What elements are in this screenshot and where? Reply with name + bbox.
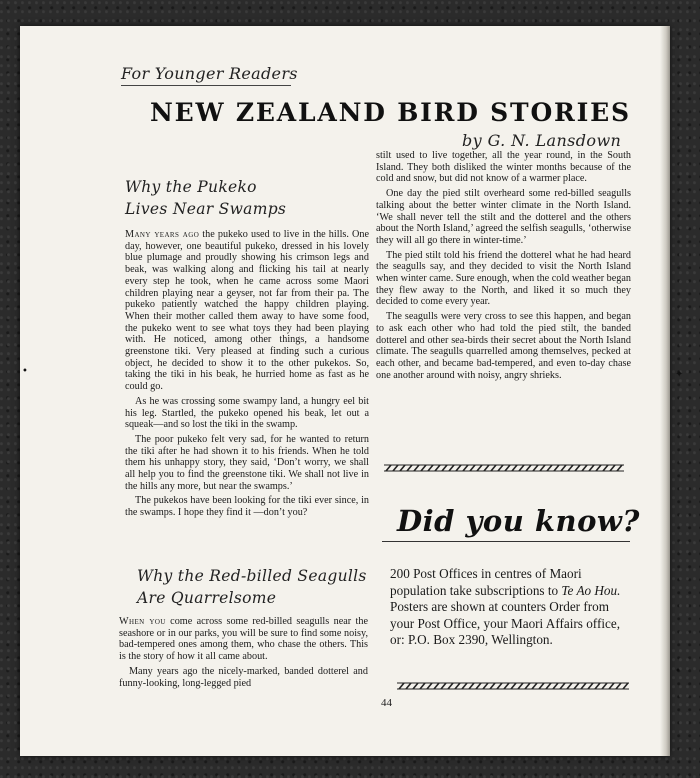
page-title: NEW ZEALAND BIRD STORIES (150, 98, 631, 127)
story1-heading-line1: Why the Pukeko (125, 178, 257, 196)
hatch-mark (512, 465, 517, 471)
hatch-mark (582, 465, 587, 471)
hatch-mark (617, 465, 622, 471)
hatch-mark (441, 683, 446, 689)
hatch-mark (511, 683, 516, 689)
hatch-mark (603, 465, 608, 471)
story1-lead-text: the pukeko used to live in the hills. One day, however, one beautiful pukeko, dressed in his lovely blue plumage and proudly showing his crimson legs and beak, was walking along and flicking his tail at nearly every step he took, when he came across some Maori children playing near a geyser, not far from their pa. The pukeko patiently watched the happy children playing. When their mother called them away to have some food, the pukeko went to see what toys they had been playing with. He noticed, among other things, a handsome greenstone tiki. Very pleased at finding such a curious object, he decided to show it to the other pukekos. So, taking the tiki in his beak, he hurried home as fast as he could go. (125, 229, 369, 393)
hatch-mark (455, 683, 460, 689)
hatch-mark (427, 683, 432, 689)
story2-heading-line1: Why the Red-billed Seagulls (137, 567, 367, 585)
border-hatching (386, 465, 622, 471)
story1-paragraph: As he was crossing some swampy land, a hungry eel bit his leg. Startled, the pukeko opened his beak, let out a squeak—and so lost the tiki in the swamp. (125, 395, 369, 431)
hatch-mark (456, 465, 461, 471)
section-heading-rule (121, 85, 291, 86)
story1-paragraph (125, 229, 369, 393)
did-you-know-heading: Did you know? (397, 504, 640, 538)
hatch-mark (399, 683, 404, 689)
story2-paragraph: Many years ago the nicely-marked, banded dotterel and funny-looking, long-legged pied (119, 665, 368, 689)
story2-paragraph (119, 616, 368, 663)
hatch-mark (623, 683, 628, 689)
story1-heading-line2: Lives Near Swamps (125, 200, 287, 218)
hatch-mark (462, 683, 467, 689)
hatch-mark (532, 683, 537, 689)
story2-paragraph: The pied stilt told his friend the dotterel what he had heard the seagulls say, and they decided to visit the North Island when winter came. Sure enough, when the cold weather began they flew away to the North, and liked it so much they decided to come every year. (376, 249, 631, 308)
hatch-mark (442, 465, 447, 471)
did-you-know-body (390, 566, 632, 649)
story1-heading (125, 176, 286, 220)
hatch-mark (400, 465, 405, 471)
hatch-mark (575, 465, 580, 471)
hatch-mark (406, 683, 411, 689)
hatch-mark (386, 465, 391, 471)
hatch-mark (553, 683, 558, 689)
decorative-border-bottom (397, 682, 629, 690)
scan-speck: ✦ (675, 369, 684, 380)
hatch-mark (497, 683, 502, 689)
did-you-know-text-end: Posters are shown at counters Order from your Post Office, your Maori Affairs office, or: P.O. Box 2390, Wellington. (390, 599, 621, 648)
story2-continued (376, 150, 631, 384)
hatch-mark (561, 465, 566, 471)
did-you-know-rule (382, 541, 630, 542)
hatch-mark (554, 465, 559, 471)
hatch-mark (518, 683, 523, 689)
hatch-mark (505, 465, 510, 471)
story2-paragraph: One day the pied stilt overheard some red-billed seagulls talking about the better winter climate in the North Island. ‘We shall never tell the stilt and the dotterel and the others about the North Island,’ agreed the selfish seagulls, ‘otherwise they will all go there in winter-time.’ (376, 188, 631, 246)
hatch-mark (616, 683, 621, 689)
decorative-border-top (384, 464, 624, 472)
hatch-mark (519, 465, 524, 471)
hatch-mark (581, 683, 586, 689)
hatch-mark (596, 465, 601, 471)
story2-body (119, 616, 368, 692)
hatch-mark (568, 465, 573, 471)
story2-paragraph: The seagulls were very cross to see this happen, and began to ask each other who had told the pied stilt, the banded dotterel and other sea-birds their secret about the North Island climate. The seagulls quarrelled among themselves, pecked at each other, and became bad-tempered, and even to-day chase one another around with noisy, angry shrieks. (376, 311, 631, 381)
section-heading: For Younger Readers (121, 64, 298, 83)
hatch-mark (547, 465, 552, 471)
hatch-mark (609, 683, 614, 689)
hatch-mark (463, 465, 468, 471)
hatch-mark (393, 465, 398, 471)
hatch-mark (413, 683, 418, 689)
hatch-mark (490, 683, 495, 689)
hatch-mark (420, 683, 425, 689)
hatch-mark (540, 465, 545, 471)
magazine-page (20, 26, 684, 756)
hatch-mark (533, 465, 538, 471)
border-hatching (399, 683, 628, 689)
hatch-mark (574, 683, 579, 689)
scan-speck: • (22, 366, 28, 377)
page-gutter-shadow (660, 26, 670, 756)
hatch-mark (469, 683, 474, 689)
story1-lead-caps: Many years ago (125, 229, 200, 240)
story2-paragraph: stilt used to live together, all the year round, in the South Island. They both disliked the winter months because of the cold and snow, but did not know of a warmer place. (376, 150, 631, 185)
hatch-mark (484, 465, 489, 471)
hatch-mark (449, 465, 454, 471)
hatch-mark (470, 465, 475, 471)
hatch-mark (491, 465, 496, 471)
hatch-mark (498, 465, 503, 471)
hatch-mark (546, 683, 551, 689)
hatch-mark (434, 683, 439, 689)
hatch-mark (526, 465, 531, 471)
hatch-mark (428, 465, 433, 471)
story2-heading (137, 565, 367, 609)
hatch-mark (435, 465, 440, 471)
hatch-mark (610, 465, 615, 471)
did-you-know-magazine-name: Te Ao Hou. (561, 582, 621, 598)
story2-heading-line2: Are Quarrelsome (137, 589, 277, 607)
story1-body (125, 229, 369, 522)
hatch-mark (560, 683, 565, 689)
hatch-mark (483, 683, 488, 689)
hatch-mark (504, 683, 509, 689)
story1-paragraph: The pukekos have been looking for the tiki ever since, in the swamps. I hope they find it —don’t you? (125, 495, 369, 519)
hatch-mark (407, 465, 412, 471)
story2-lead-text: come across some red-billed seagulls near the seashore or in our parks, you will be sure to find some noisy, bad-tempered ones among them, who chase the others. This is the story of how it all came about. (119, 616, 369, 663)
hatch-mark (414, 465, 419, 471)
scan-speck: • (675, 666, 681, 677)
story2-lead-caps: When you (119, 616, 166, 627)
hatch-mark (448, 683, 453, 689)
hatch-mark (539, 683, 544, 689)
hatch-mark (476, 683, 481, 689)
hatch-mark (588, 683, 593, 689)
hatch-mark (421, 465, 426, 471)
hatch-mark (525, 683, 530, 689)
page-number: 44 (381, 697, 392, 709)
story1-paragraph: The poor pukeko felt very sad, for he wanted to return the tiki after he had shown it to his friends. When he told them his unhappy story, they said, ‘Don’t worry, we shall all help you to find the greenstone tiki. We shall not live in the hills any more, but near the swamps.’ (125, 433, 369, 492)
did-you-know-text: 200 Post Offices in centres of Maori population take subscriptions to (390, 566, 582, 598)
byline: by G. N. Lansdown (462, 131, 622, 150)
hatch-mark (477, 465, 482, 471)
hatch-mark (595, 683, 600, 689)
hatch-mark (567, 683, 572, 689)
hatch-mark (602, 683, 607, 689)
hatch-mark (589, 465, 594, 471)
